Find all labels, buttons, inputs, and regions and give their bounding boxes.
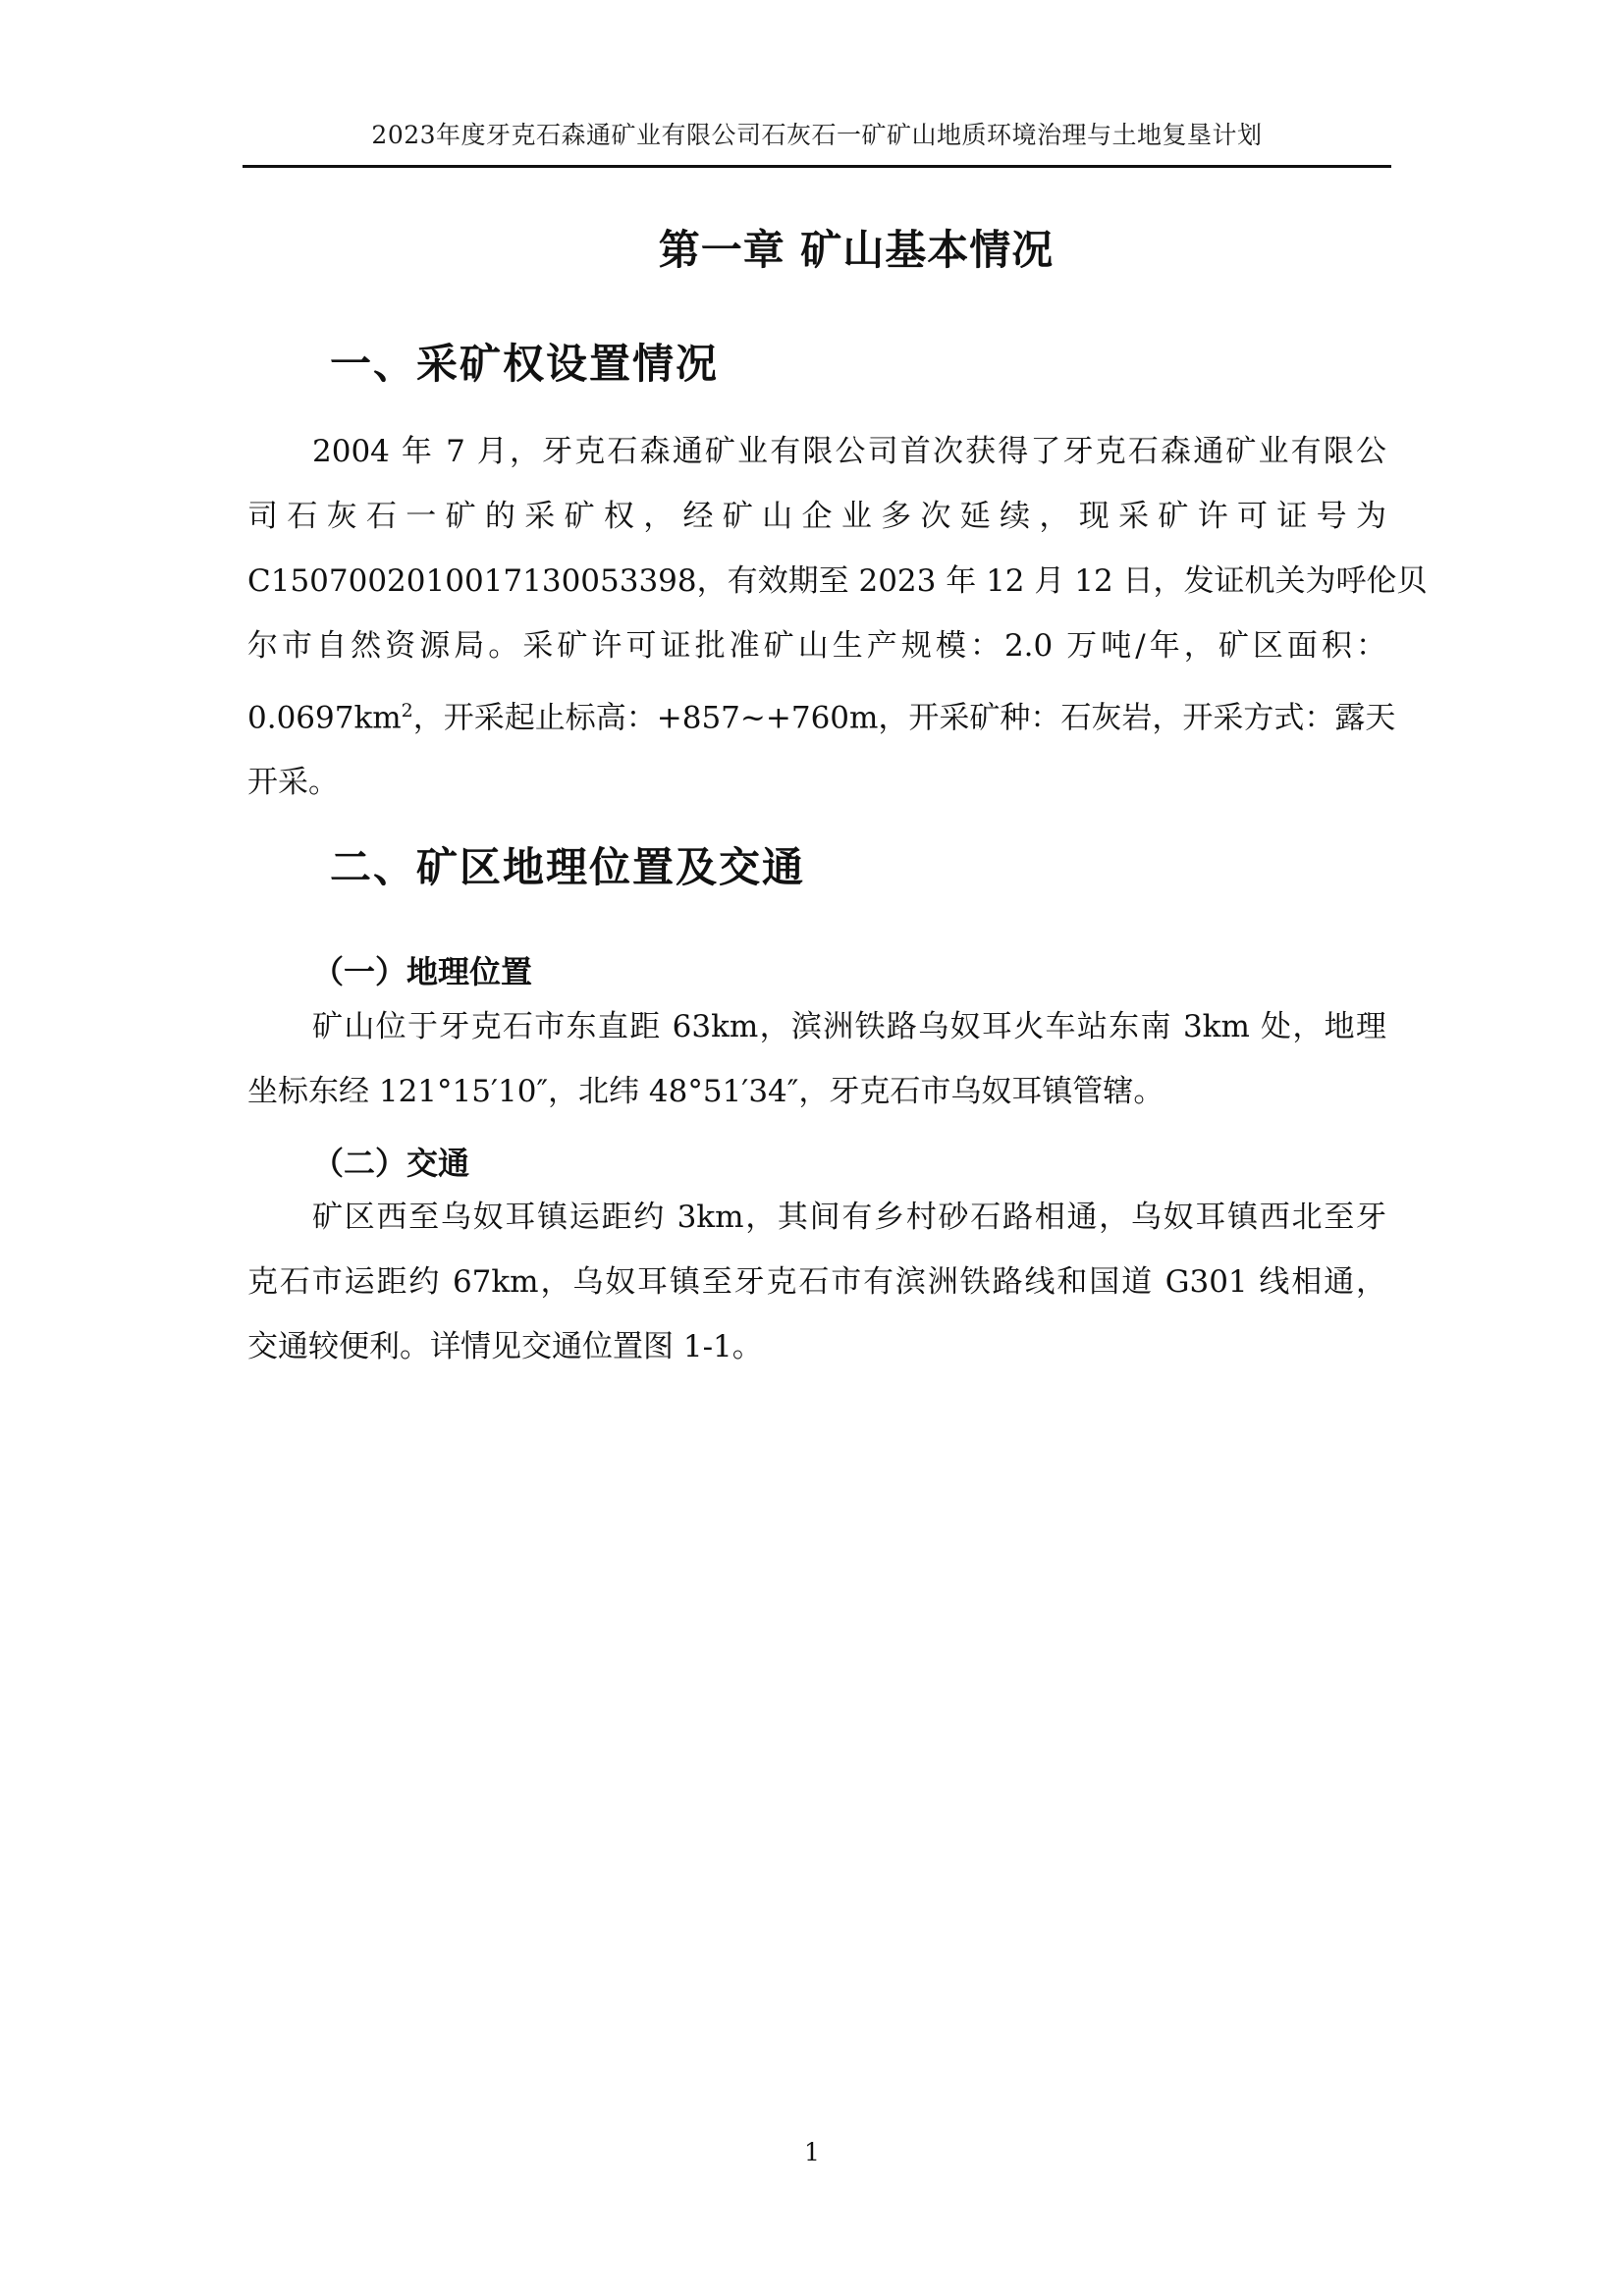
subsection-title-transport: （二）交通 — [312, 1145, 470, 1182]
text-line-area — [247, 678, 1396, 750]
text-line: 矿区西至乌奴耳镇运距约 3km，其间有乡村砂石路相通，乌奴耳镇西北至牙 — [312, 1200, 1386, 1235]
text-line: 开采。 — [247, 765, 339, 801]
text-line: 坐标东经 121°15′10″，北纬 48°51′34″，牙克石市乌奴耳镇管辖。 — [247, 1074, 1164, 1109]
section-title-location-transport: 二、矿区地理位置及交通 — [330, 843, 806, 891]
area-value: 0.0697km — [247, 700, 402, 736]
paragraph-transport — [247, 1185, 1386, 1379]
text-line: 司石灰石一矿的采矿权，经矿山企业多次延续，现采矿许可证号为 — [247, 499, 1386, 534]
running-header: 2023年度牙克石森通矿业有限公司石灰石一矿矿山地质环境治理与土地复垦计划 — [371, 121, 1263, 149]
chapter-title: 第一章 矿山基本情况 — [658, 226, 1055, 274]
paragraph-geographic-location — [247, 994, 1386, 1124]
text-line: 交通较便利。详情见交通位置图 1-1。 — [247, 1329, 763, 1364]
text-line: 矿山位于牙克石市东直距 63km，滨洲铁路乌奴耳火车站东南 3km 处，地理 — [312, 1009, 1386, 1044]
page-number: 1 — [804, 2138, 820, 2166]
text-fragment: ，开采起止标高：+857~+760m，开采矿种：石灰岩，开采方式：露天 — [412, 700, 1396, 736]
paragraph-mining-rights — [247, 419, 1428, 815]
subsection-title-geographic-location: （一）地理位置 — [312, 953, 533, 990]
superscript: 2 — [401, 700, 413, 721]
text-line: C1507002010017130053398，有效期至 2023 年 12 月 12 日，发证机关为呼伦贝 — [247, 563, 1428, 599]
text-line: 2004 年 7 月，牙克石森通矿业有限公司首次获得了牙克石森通矿业有限公 — [312, 434, 1386, 469]
text-line: 克石市运距约 67km，乌奴耳镇至牙克石市有滨洲铁路线和国道 G301 线相通， — [247, 1264, 1386, 1300]
text-line: 尔市自然资源局。采矿许可证批准矿山生产规模：2.0 万吨/年，矿区面积： — [247, 628, 1386, 664]
header-divider — [243, 165, 1391, 168]
section-title-mining-rights: 一、采矿权设置情况 — [330, 340, 720, 388]
